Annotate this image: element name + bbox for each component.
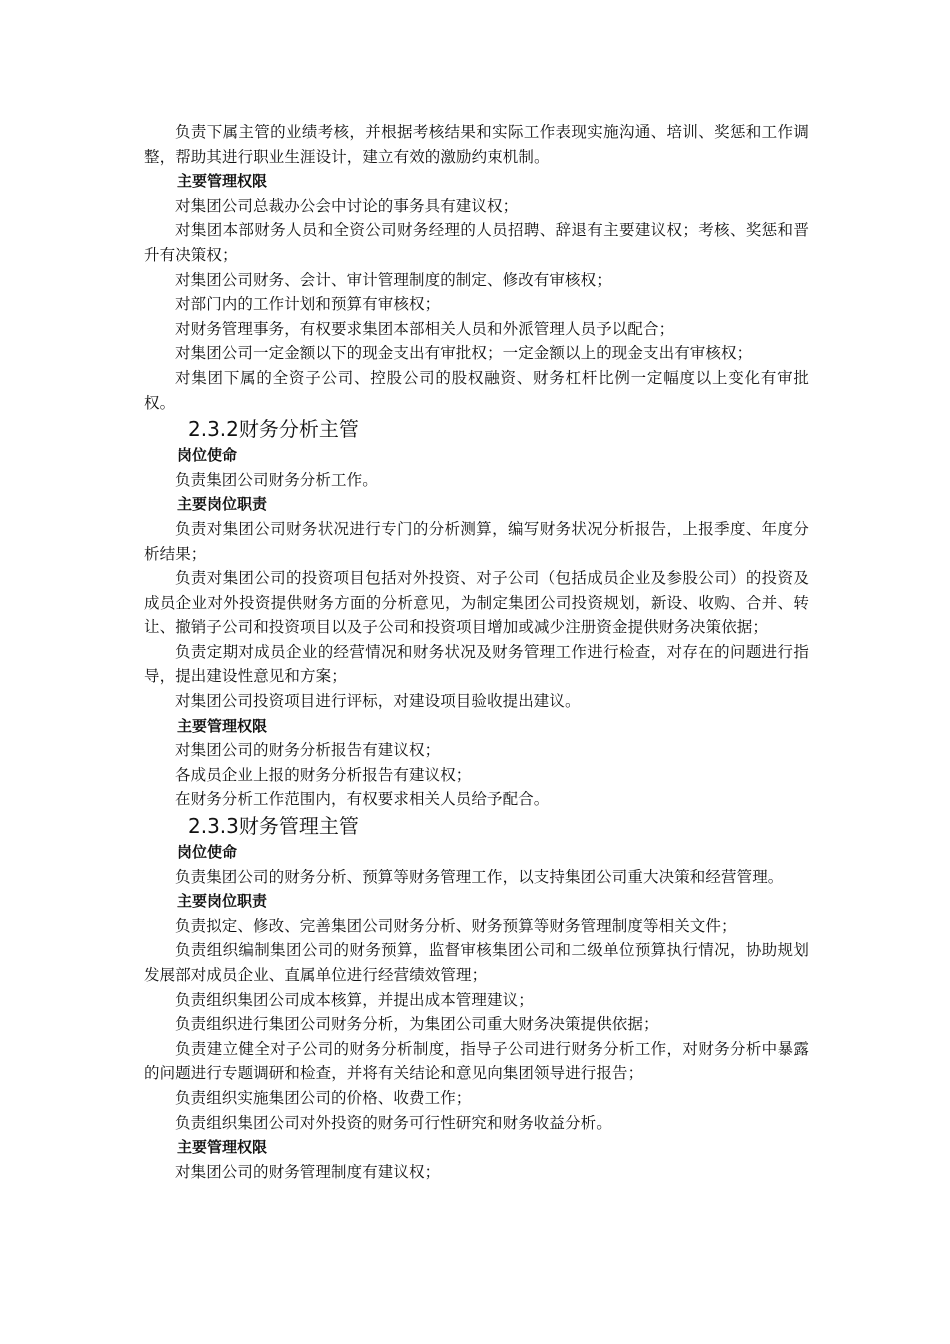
duty-item: 负责组织进行集团公司财务分析，为集团公司重大财务决策提供依据； [175,1015,659,1034]
duty-item: 负责组织集团公司对外投资的财务可行性研究和财务收益分析。 [175,1113,612,1132]
authority-item: 对集团下属的全资子公司、控股公司的股权融资、财务杠杆比例一定幅度以上变化有审批权。 [144,368,809,412]
authority-item: 对集团公司一定金额以下的现金支出有审批权；一定金额以上的现金支出有审核权； [175,344,753,363]
duties-label: 主要岗位职责 [177,892,268,911]
duties-label: 主要岗位职责 [177,495,268,514]
authority-label: 主要管理权限 [177,172,268,191]
duty-item: 负责组织集团公司成本核算，并提出成本管理建议； [175,990,534,1009]
authority-item: 在财务分析工作范围内，有权要求相关人员给予配合。 [175,790,550,809]
duty-item: 负责对集团公司财务状况进行专门的分析测算，编写财务状况分析报告，上报季度、年度分析结果； [144,519,809,563]
mission-text: 负责集团公司的财务分析、预算等财务管理工作，以支持集团公司重大决策和经营管理。 [175,867,784,886]
authority-item: 各成员企业上报的财务分析报告有建议权； [175,765,472,784]
section-heading-232: 2.3.2财务分析主管 [188,417,359,442]
duty-item: 负责对集团公司的投资项目包括对外投资、对子公司（包括成员企业及参股公司）的投资及成员企业对外投资提供财务方面的分析意见，为制定集团公司投资规划，新设、收购、合并、转让、撤销子公司和投资项目以及子公司和投资项目增加或减少注册资金提供财务决策依据； [144,569,809,637]
section-heading-233: 2.3.3财务管理主管 [188,814,359,839]
authority-item: 对财务管理事务，有权要求集团本部相关人员和外派管理人员予以配合； [175,319,675,338]
mission-label: 岗位使命 [177,446,238,465]
authority-item: 对集团公司总裁办公会中讨论的事务具有建议权； [175,196,519,215]
duty-item: 负责定期对成员企业的经营情况和财务状况及财务管理工作进行检查，对存在的问题进行指导，提出建设性意见和方案； [144,642,809,686]
authority-item: 对集团公司财务、会计、审计管理制度的制定、修改有审核权； [175,270,612,289]
authority-item: 对集团公司的财务管理制度有建议权； [175,1162,441,1181]
authority-label: 主要管理权限 [177,1138,268,1157]
duty-item: 负责建立健全对子公司的财务分析制度，指导子公司进行财务分析工作，对财务分析中暴露的问题进行专题调研和检查，并将有关结论和意见向集团领导进行报告； [144,1039,809,1083]
duty-item: 对集团公司投资项目进行评标，对建设项目验收提出建议。 [175,692,581,711]
mission-text: 负责集团公司财务分析工作。 [175,470,378,489]
document-page [144,120,809,1184]
intro-paragraph: 负责下属主管的业绩考核，并根据考核结果和实际工作表现实施沟通、培训、奖惩和工作调整，帮助其进行职业生涯设计，建立有效的激励约束机制。 [144,123,809,166]
authority-label: 主要管理权限 [177,716,268,735]
authority-item: 对部门内的工作计划和预算有审核权； [175,295,441,314]
duty-item: 负责组织实施集团公司的价格、收费工作； [175,1088,472,1107]
authority-item: 对集团公司的财务分析报告有建议权； [175,741,441,760]
duty-item: 负责组织编制集团公司的财务预算，监督审核集团公司和二级单位预算执行情况，协助规划发展部对成员企业、直属单位进行经营绩效管理； [144,941,809,984]
authority-item: 对集团本部财务人员和全资公司财务经理的人员招聘、辞退有主要建议权；考核、奖惩和晋升有决策权； [144,221,809,264]
mission-label: 岗位使命 [177,843,238,862]
duty-item: 负责拟定、修改、完善集团公司财务分析、财务预算等财务管理制度等相关文件； [175,916,737,935]
